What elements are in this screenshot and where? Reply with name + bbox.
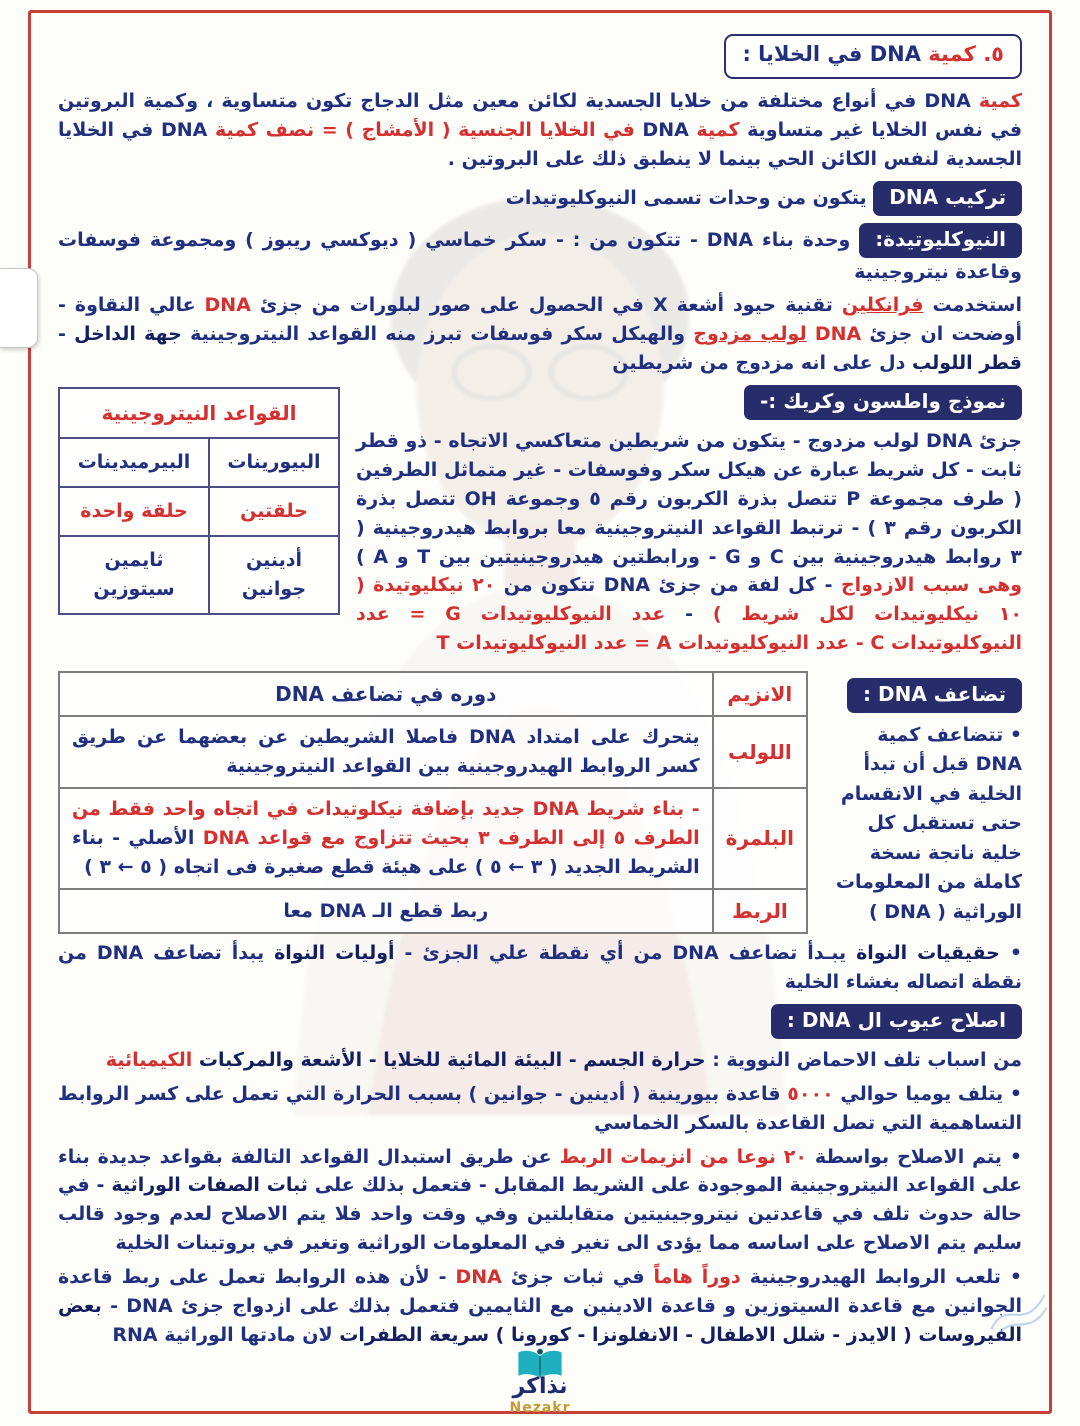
- section-title-dna-amount: ٥. كمية DNA في الخلايا :: [724, 34, 1022, 79]
- scan-artifact-tab: [0, 268, 38, 348]
- enzyme-name-cell: البلمرة: [713, 788, 807, 889]
- eukaryote-note: • حقيقيات النواة يبـدأ تضاعف DNA من أي نقطة علي الجزئ - أوليات النواة يبدأ تضاعف DNA من نقطة اتصاله بغشاء الخلية: [58, 939, 1022, 997]
- enzyme-header-role: دوره في تضاعف DNA: [59, 672, 713, 716]
- replication-badge: تضاعف DNA :: [847, 678, 1022, 713]
- enzyme-table-wrap: [58, 671, 808, 934]
- enzyme-row-ligase: [59, 889, 807, 933]
- repair-bullet-3: • تلعب الروابط الهيدروجينية دوراً هاماً في ثبات جزئ DNA - لأن هذه الروابط تعمل على ربط قاعدة الجوانين مع قاعدة السيتوزين و قاعدة الادينين مع الثايمين فتعمل بذلك على ازدواج جزئ DNA - بعض الفيروسات ( الايدز - شلل الاطفال - الانفلونزا - كورونا ) سريعة الطفرات لان مادتها الوراثية RNA: [58, 1263, 1022, 1350]
- enzyme-role-cell: - بناء شريط DNA جديد بإضافة نيكلوتيدات في اتجاه واحد فقط من الطرف ٥ إلى الطرف ٣ بحيث تتزاوج مع قواعد DNA الأصلي - بناء الشريط الجديد ( ٣ ← ٥ ) على هيئة قطع صغيرة فى اتجاه ( ٥ ← ٣ ): [59, 788, 713, 889]
- bases-cell-one-ring: حلقة واحدة: [59, 487, 209, 536]
- dna-structure-line: [58, 181, 1022, 216]
- enzyme-table: [58, 671, 808, 934]
- dna-repair-badge: اصلاح عيوب ال DNA :: [771, 1004, 1022, 1039]
- bases-cell-adenine-guanine: أدينين جوانين: [209, 536, 339, 614]
- watson-crick-badge: نموذج واطسون وكريك :-: [744, 385, 1022, 420]
- intro-paragraph: كمية DNA في أنواع مختلفة من خلايا الجسدية لكائن معين مثل الدجاج تكون متساوية ، وكمية البروتين في نفس الخلايا غير متساوية كمية DNA في الخلايا الجنسية ( الأمشاج ) = نصف كمية DNA في الخلايا الجسدية لنفس الكائن الحي بينما لا ينطبق ذلك على البروتين .: [58, 89, 1023, 170]
- bases-row-names: [59, 536, 339, 614]
- enzyme-role-cell: ربط قطع الـ DNA معا: [59, 889, 713, 933]
- replication-text: • تتضاعف كمية DNA قبل أن تبدأ الخلية في الانقسام حتى تستقبل كل خلية ناتجة نسخة كاملة من المعلومات الوراثية ( DNA ): [826, 721, 1022, 927]
- replication-badge-line: [826, 678, 1022, 713]
- brand-footer: [0, 1348, 1080, 1416]
- repair-bullet-2: • يتم الاصلاح بواسطة ٢٠ نوعا من انزيمات الربط عن طريق استبدال القواعد التالفة بقواعد جديدة بناء على القواعد النيتروجينية الموجودة على الشريط المقابل - فتعمل بذلك على ثبات الصفات الوراثية - في حالة حدوث تلف في قاعدتين نيتروجينيتين متقابلتين وفي وقت واحد فلا يتم الاصلاح لعدم وجود قالب سليم يتم الاصلاح على اساسه مما يؤدى الى تغير في المعلومات الوراثية وتغير في بروتينات الخلية: [58, 1143, 1022, 1259]
- bases-cell-pyrimidines: البيرميدينات: [59, 438, 209, 487]
- nitrogen-bases-table: [58, 387, 340, 615]
- enzyme-role-cell: يتحرك على امتداد DNA فاصلا الشريطين عن بعضهما عن طريق كسر الروابط الهيدروجينية بين القواعد النيتروجينية: [59, 716, 713, 788]
- bases-row-rings: [59, 487, 339, 536]
- repair-causes-line: من اسباب تلف الاحماض النووية : حرارة الجسم - البيئة المائية للخلايا - الأشعة والمركبات الكيميائية: [105, 1048, 1022, 1071]
- enzyme-name-cell: الربط: [713, 889, 807, 933]
- brand-name-arabic: نذاكر: [512, 1374, 568, 1400]
- bases-title-row: [59, 388, 339, 438]
- bases-cell-thymine-cytosine: ثايمين سيتوزين: [59, 536, 209, 614]
- enzyme-header-name: الانزيم: [713, 672, 807, 716]
- brand-name-english: Nezakr: [509, 1399, 571, 1416]
- document-content: [58, 34, 1022, 1408]
- watson-paragraph: جزئ DNA لولب مزدوج - يتكون من شريطين متعاكسي الاتجاه - ذو قطر ثابت - كل شريط عبارة عن هيكل سكر وفوسفات - غير متماثل الطرفين ( طرف مجموعة P تتصل بذرة الكربون رقم ٥ وجموعة OH تتصل بذرة الكربون رقم ٣ ) - ترتبط القواعد النيتروجينية معا بروابط هيدروجينية ( ٣ روابط هيدروجينية بين C و G - ورابطتين هيدروجينيتين بين T و A ) وهى سبب الازدواج - كل لفة من جزئ DNA تتكون من ٢٠ نيكليوتيدة ( ١٠ نيكليوتيدات لكل شريط ) - عدد النيوكليوتيدات G = عدد النيوكليوتيدات C - عدد النيوكليوتيدات A = عدد النيوكليوتيدات T: [356, 430, 1023, 655]
- enzyme-name-cell: اللولب: [713, 716, 807, 788]
- enzyme-row-helicase: [59, 716, 807, 788]
- dna-structure-badge: تركيب DNA: [873, 181, 1022, 216]
- bases-cell-two-rings: حلقتين: [209, 487, 339, 536]
- repair-badge-line: [58, 1004, 1022, 1039]
- bases-row-groups: [59, 438, 339, 487]
- replication-section-row: [58, 671, 1022, 934]
- enzyme-row-polymerase: [59, 788, 807, 889]
- bases-table-title: القواعد النيتروجينية: [59, 388, 339, 438]
- nucleotide-line: [58, 223, 1022, 287]
- dna-structure-text: يتكون من وحدات تسمى النيوكليوتيدات: [505, 186, 867, 209]
- repair-bullet-1: • يتلف يوميا حوالي ٥٠٠٠ قاعدة بيورينية ( أدينين - جوانين ) بسبب الحرارة التي تعمل على كسر الروابط التساهمية التي تصل القاعدة بالسكر الخماسي: [58, 1080, 1022, 1138]
- enzyme-header-row: [59, 672, 807, 716]
- replication-sidebar: [826, 671, 1022, 927]
- title-row: [58, 34, 1022, 79]
- nucleotide-badge: النيوكليوتيدة:: [859, 223, 1022, 258]
- bases-cell-purines: البيورينات: [209, 438, 339, 487]
- nucleotide-definition: وحدة بناء DNA - تتكون من : - سكر خماسي ( ديوكسي ريبوز ) ومجموعة فوسفات وقاعدة نيتروجينية: [58, 228, 1022, 283]
- franklin-paragraph: استخدمت فرانكلين تقنية حيود أشعة X في الحصول على صور لبلورات من جزئ DNA عالي النقاوة - أوضحت ان جزئ DNA لولب مزدوج والهيكل سكر فوسفات تبرز منه القواعد النيتروجينية جهة الداخل - قطر اللولب دل على انه مزدوج من شريطين: [58, 294, 1022, 375]
